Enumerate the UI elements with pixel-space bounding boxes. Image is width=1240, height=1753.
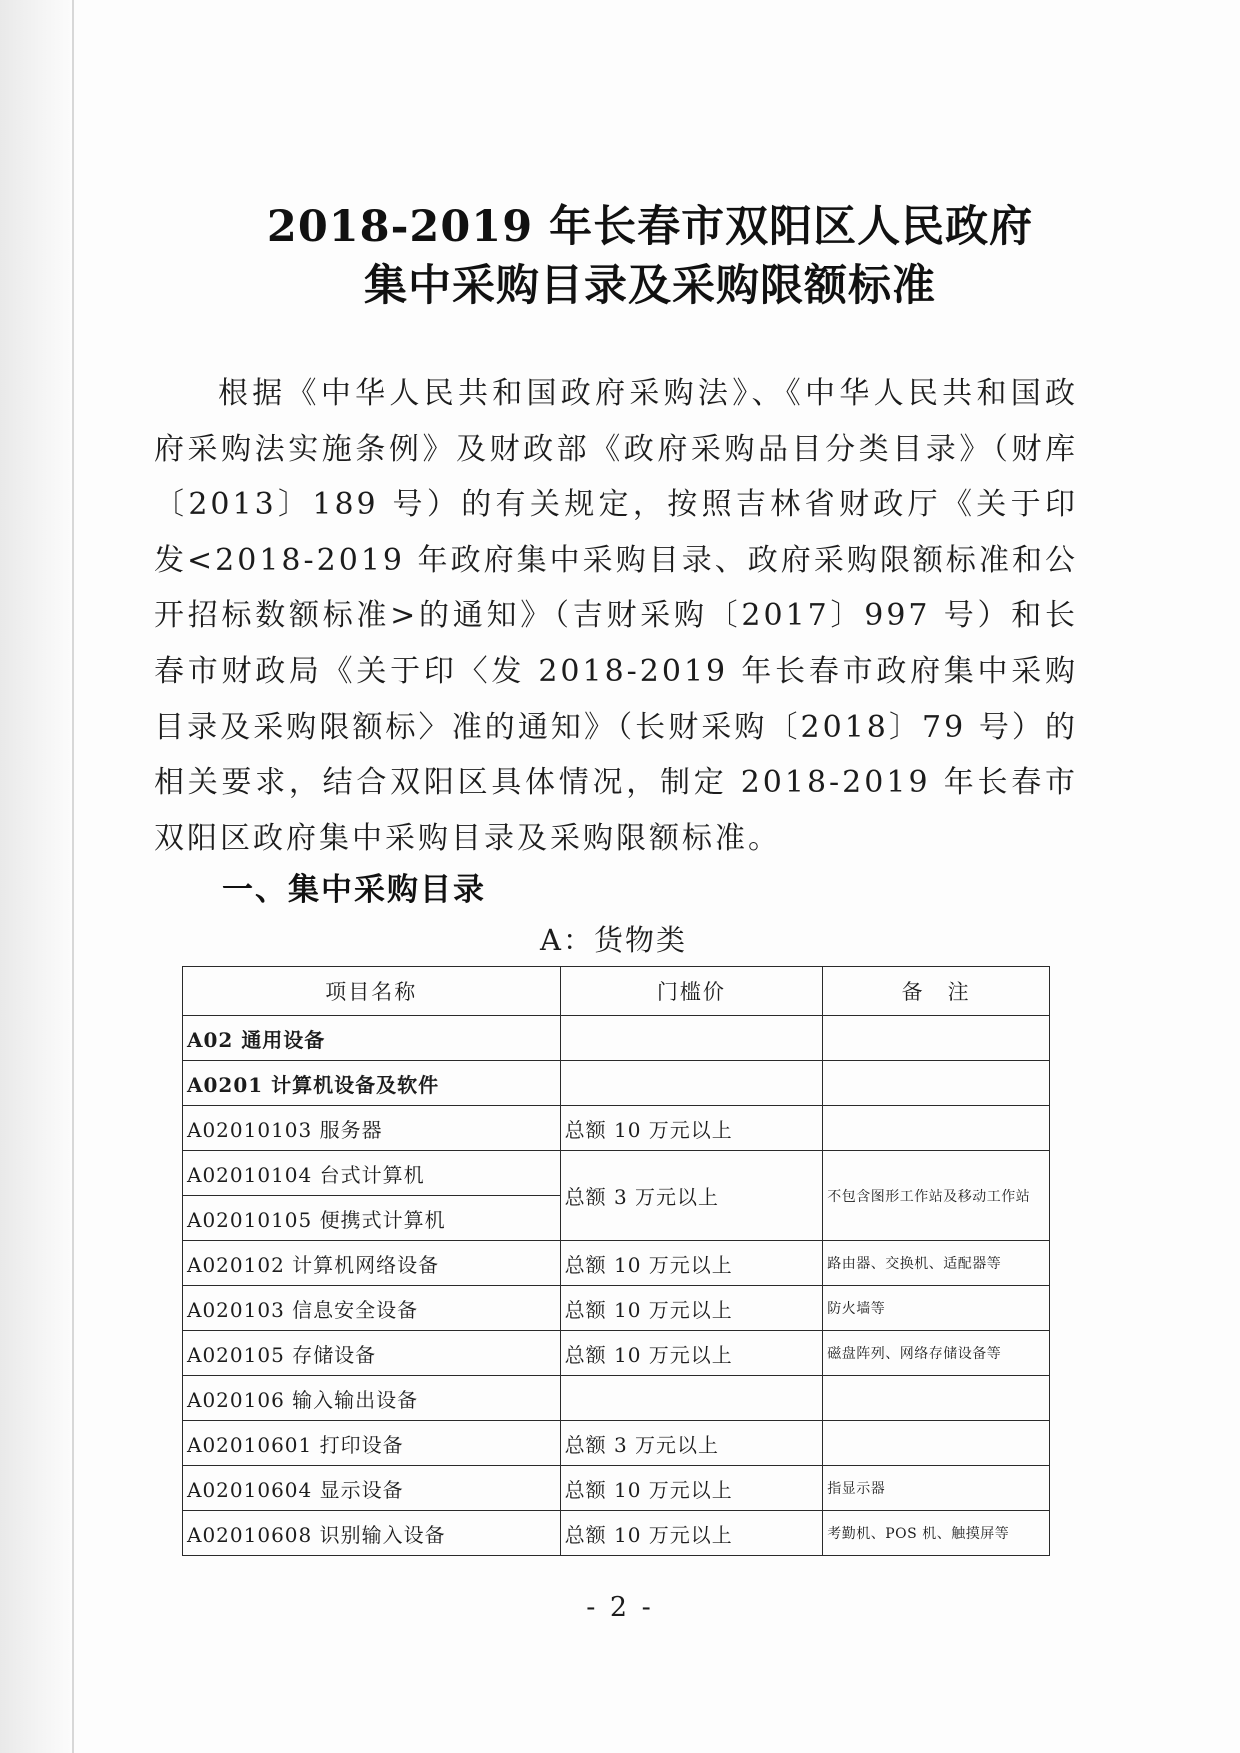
table-row xyxy=(183,1286,1050,1331)
item-name: A02010601 打印设备 xyxy=(183,1421,561,1466)
item-remark xyxy=(823,1016,1050,1061)
table-row xyxy=(183,1511,1050,1556)
header-item-name: 项目名称 xyxy=(183,967,561,1016)
item-remark: 路由器、交换机、适配器等 xyxy=(823,1241,1050,1286)
item-name: A020103 信息安全设备 xyxy=(183,1286,561,1331)
document-title-line-2: 集中采购目录及采购限额标准 xyxy=(364,261,936,311)
item-remark: 指显示器 xyxy=(823,1466,1050,1511)
table-row xyxy=(183,1331,1050,1376)
header-remark: 备 注 xyxy=(823,967,1050,1016)
item-remark: 不包含图形工作站及移动工作站 xyxy=(823,1151,1050,1241)
table-row xyxy=(183,1061,1050,1106)
item-threshold: 总额 10 万元以上 xyxy=(560,1511,823,1556)
page-number: - 2 - xyxy=(586,1592,654,1623)
table-header-row xyxy=(183,967,1050,1016)
item-threshold xyxy=(560,1061,823,1106)
item-name: A02 通用设备 xyxy=(183,1016,561,1061)
scan-binding-edge xyxy=(0,0,70,1753)
item-threshold: 总额 10 万元以上 xyxy=(560,1466,823,1511)
item-threshold xyxy=(560,1376,823,1421)
item-remark: 防火墙等 xyxy=(823,1286,1050,1331)
item-threshold xyxy=(560,1016,823,1061)
table-row xyxy=(183,1421,1050,1466)
scan-binding-line xyxy=(72,0,74,1753)
item-remark: 磁盘阵列、网络存储设备等 xyxy=(823,1331,1050,1376)
item-remark xyxy=(823,1061,1050,1106)
item-name: A020105 存储设备 xyxy=(183,1331,561,1376)
item-name: A0201 计算机设备及软件 xyxy=(183,1061,561,1106)
table-row xyxy=(183,1466,1050,1511)
item-name: A02010103 服务器 xyxy=(183,1106,561,1151)
item-remark xyxy=(823,1421,1050,1466)
section-heading: 一、集中采购目录 xyxy=(222,872,486,908)
item-name: A02010105 便携式计算机 xyxy=(183,1196,561,1241)
procurement-catalog-table xyxy=(182,966,1050,1556)
item-name: A020102 计算机网络设备 xyxy=(183,1241,561,1286)
item-name: A02010604 显示设备 xyxy=(183,1466,561,1511)
item-threshold: 总额 10 万元以上 xyxy=(560,1331,823,1376)
item-remark xyxy=(823,1376,1050,1421)
item-name: A02010608 识别输入设备 xyxy=(183,1511,561,1556)
header-threshold: 门槛价 xyxy=(560,967,823,1016)
table-row xyxy=(183,1151,1050,1196)
table-row xyxy=(183,1241,1050,1286)
table-row xyxy=(183,1016,1050,1061)
table-row xyxy=(183,1376,1050,1421)
item-threshold: 总额 10 万元以上 xyxy=(560,1241,823,1286)
item-remark xyxy=(823,1106,1050,1151)
table-caption: A：货物类 xyxy=(540,923,687,957)
item-threshold: 总额 3 万元以上 xyxy=(560,1421,823,1466)
intro-paragraph: 根据《中华人民共和国政府采购法》、《中华人民共和国政府采购法实施条例》及财政部《政府采购品目分类目录》（财库〔2013〕189 号）的有关规定，按照吉林省财政厅《关于印发<2018-2019 年政府集中采购目录、政府采购限额标准和公开招标数额标准>的通知》（吉财采购〔2017〕997 号）和长春市财政局《关于印〈发 2018-2019 年长春市政府集中采购目录及采购限额标〉准的通知》（长财采购〔2018〕79 号）的相关要求，结合双阳区具体情况，制定 2018-2019 年长春市双阳区政府集中采购目录及采购限额标准。 xyxy=(154,376,1078,856)
table-row xyxy=(183,1106,1050,1151)
item-threshold: 总额 10 万元以上 xyxy=(560,1286,823,1331)
item-name: A020106 输入输出设备 xyxy=(183,1376,561,1421)
item-remark: 考勤机、POS 机、触摸屏等 xyxy=(823,1511,1050,1556)
item-name: A02010104 台式计算机 xyxy=(183,1151,561,1196)
document-title-line-1: 2018-2019 年长春市双阳区人民政府 xyxy=(266,202,1034,252)
item-threshold: 总额 3 万元以上 xyxy=(560,1151,823,1241)
item-threshold: 总额 10 万元以上 xyxy=(560,1106,823,1151)
